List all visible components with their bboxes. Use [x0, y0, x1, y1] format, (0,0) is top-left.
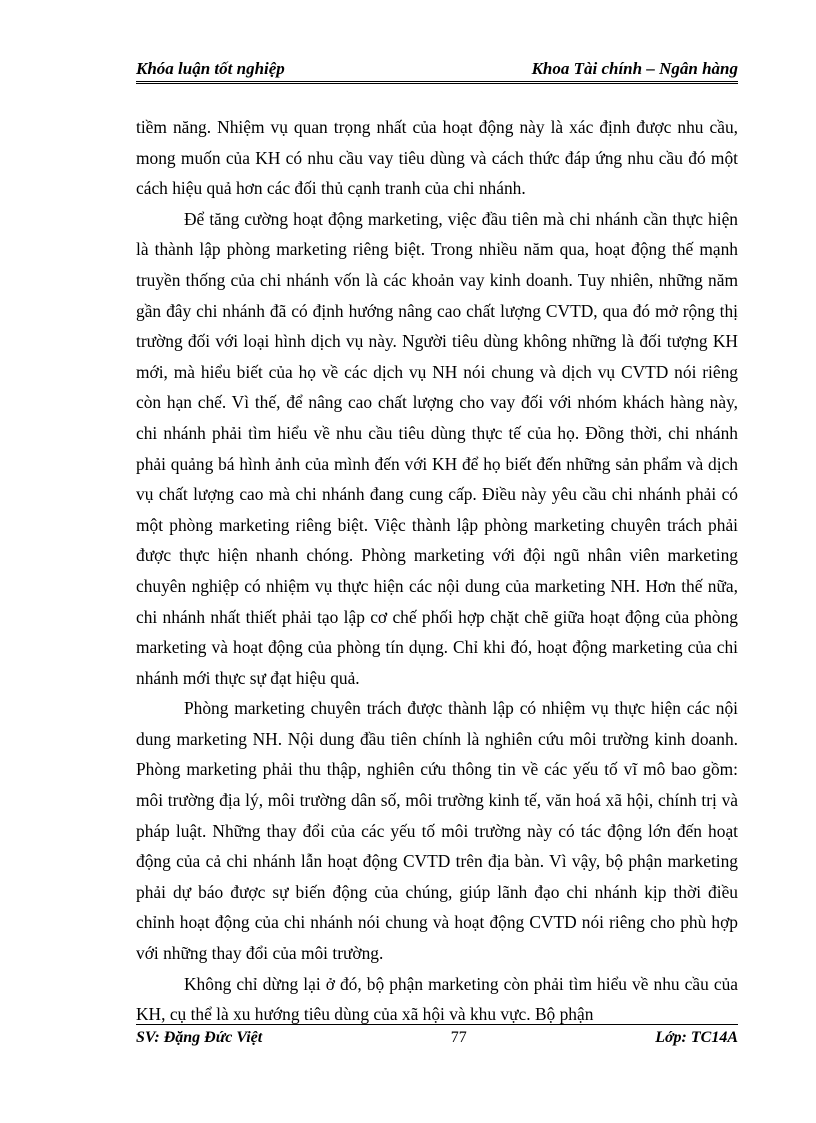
footer-class: Lớp: TC14A — [655, 1029, 738, 1046]
page-header — [136, 56, 738, 84]
header-thesis-title: Khóa luận tốt nghiệp — [136, 59, 285, 78]
header-faculty: Khoa Tài chính – Ngân hàng — [531, 59, 738, 78]
paragraph-continuation: tiềm năng. Nhiệm vụ quan trọng nhất của hoạt động này là xác định được nhu cầu, mong muốn của KH có nhu cầu vay tiêu dùng và cách thức đáp ứng nhu cầu đó một cách hiệu quả hơn các đối thủ cạnh tranh của chi nhánh. — [136, 117, 738, 199]
page-number: 77 — [450, 1029, 467, 1046]
page-body — [136, 112, 738, 1030]
paragraph: Để tăng cường hoạt động marketing, việc đầu tiên mà chi nhánh cần thực hiện là thành lập phòng marketing riêng biệt. Trong nhiều năm qua, hoạt động thế mạnh truyền thống của chi nhánh vốn là các khoản vay kinh doanh. Tuy nhiên, những năm gần đây chi nhánh đã có định hướng nâng cao chất lượng CVTD, qua đó mở rộng thị trường đối với loại hình dịch vụ này. Người tiêu dùng không những là đối tượng KH mới, mà hiểu biết của họ về các dịch vụ NH nói chung và dịch vụ CVTD nói riêng còn hạn chế. Vì thế, để nâng cao chất lượng cho vay đối với nhóm khách hàng này, chi nhánh phải tìm hiểu về nhu cầu tiêu dùng thực tế của họ. Đồng thời, chi nhánh phải quảng bá hình ảnh của mình đến với KH để họ biết đến những sản phẩm và dịch vụ chất lượng cao mà chi nhánh đang cung cấp. Điều này yêu cầu chi nhánh phải có một phòng marketing riêng biệt. Việc thành lập phòng marketing chuyên trách phải được thực hiện nhanh chóng. Phòng marketing với đội ngũ nhân viên marketing chuyên nghiệp có nhiệm vụ thực hiện các nội dung của marketing NH. Hơn thế nữa, chi nhánh nhất thiết phải tạo lập cơ chế phối hợp chặt chẽ giữa hoạt động của phòng marketing và hoạt động của phòng tín dụng. Chỉ khi đó, hoạt động marketing của chi nhánh mới thực sự đạt hiệu quả. — [136, 208, 738, 688]
footer-student-name: SV: Đặng Đức Việt — [136, 1029, 263, 1046]
paragraph: Không chỉ dừng lại ở đó, bộ phận marketing còn phải tìm hiểu về nhu cầu của KH, cụ thể là xu hướng tiêu dùng của xã hội và khu vực. Bộ phận — [136, 973, 738, 1025]
paragraph: Phòng marketing chuyên trách được thành lập có nhiệm vụ thực hiện các nội dung marketing NH. Nội dung đầu tiên chính là nghiên cứu môi trường kinh doanh. Phòng marketing phải thu thập, nghiên cứu thông tin về các yếu tố vĩ mô bao gồm: môi trường địa lý, môi trường dân số, môi trường kinh tế, văn hoá xã hội, chính trị và pháp luật. Những thay đổi của các yếu tố môi trường này có tác động lớn đến hoạt động của cả chi nhánh lẫn hoạt động CVTD trên địa bàn. Vì vậy, bộ phận marketing phải dự báo được sự biến động của chúng, giúp lãnh đạo chi nhánh kịp thời điều chỉnh hoạt động của chi nhánh nói chung và hoạt động CVTD nói riêng cho phù hợp với những thay đổi của môi trường. — [136, 698, 738, 964]
page-footer — [136, 1024, 738, 1047]
